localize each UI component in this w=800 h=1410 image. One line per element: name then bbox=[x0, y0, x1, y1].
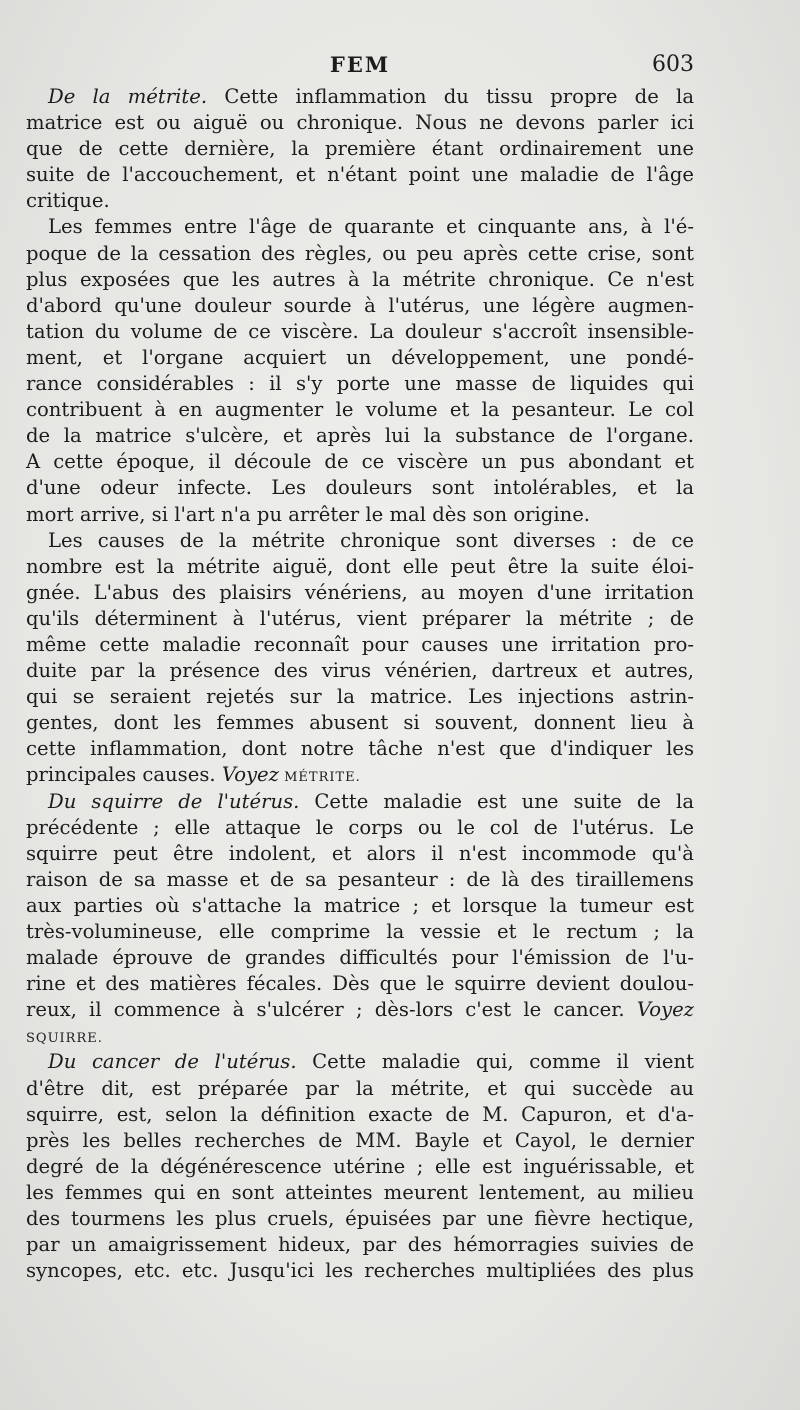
text-run: squirre peut être indolent, et alors il n'est incommode qu'à bbox=[26, 841, 694, 865]
text-line bbox=[26, 1076, 694, 1102]
text-run: très-volumineuse, elle comprime la vessie et le rectum ; la bbox=[26, 920, 694, 943]
text-run: d'abord qu'une douleur sourde à l'utérus, une légère augmen- bbox=[26, 293, 694, 317]
page-header bbox=[26, 50, 694, 80]
text-line bbox=[26, 110, 694, 136]
text-line bbox=[26, 528, 694, 554]
body-text bbox=[26, 84, 694, 1284]
text-line bbox=[26, 1180, 694, 1206]
text-run: ment, et l'organe acquiert un développement, une pondé- bbox=[26, 345, 694, 369]
running-head: FEM bbox=[329, 52, 391, 77]
text-run: d'être dit, est préparée par la métrite, et qui succède au bbox=[26, 1076, 694, 1100]
text-run: raison de sa masse et de sa pesanteur : de là des tiraillemens bbox=[26, 867, 694, 891]
text-run: de la matrice s'ulcère, et après lui la substance de l'organe. bbox=[26, 424, 694, 448]
text-line bbox=[26, 815, 694, 841]
text-run: Cette maladie est une suite de la bbox=[299, 789, 694, 813]
text-line bbox=[26, 997, 694, 1023]
text-line bbox=[26, 762, 694, 788]
text-line bbox=[26, 1128, 694, 1154]
text-run: les femmes qui en sont atteintes meurent lentement, au milieu bbox=[26, 1180, 694, 1204]
text-line bbox=[26, 1258, 694, 1284]
cross-reference: SQUIRRE. bbox=[26, 1031, 103, 1047]
text-line bbox=[26, 84, 694, 110]
text-run: qu'ils déterminent à l'utérus, vient préparer la métrite ; de bbox=[26, 606, 694, 630]
text-run: tation du volume de ce viscère. La douleur s'accroît insensible- bbox=[26, 319, 694, 343]
text-line bbox=[26, 606, 694, 632]
text-line bbox=[26, 136, 694, 162]
text-run: suite de l'accouchement, et n'étant point une maladie de l'âge bbox=[26, 163, 694, 187]
text-run: syncopes, etc. etc. Jusqu'ici les recherches multipliées des plus bbox=[26, 1259, 694, 1283]
text-line bbox=[26, 293, 694, 319]
text-line bbox=[26, 502, 694, 528]
text-run: reux, il commence à s'ulcérer ; dès-lors c'est le cancer. bbox=[26, 998, 637, 1022]
text-line bbox=[26, 188, 694, 214]
italic-run: Voyez bbox=[221, 763, 279, 787]
text-line bbox=[26, 1049, 694, 1075]
text-line bbox=[26, 893, 694, 919]
text-run: aux parties où s'attache la matrice ; et lorsque la tumeur est bbox=[26, 893, 694, 917]
text-line bbox=[26, 449, 694, 475]
text-run: plus exposées que les autres à la métrite chronique. Ce n'est bbox=[26, 267, 694, 291]
text-run: malade éprouve de grandes difficultés pour l'émission de l'u- bbox=[26, 946, 694, 970]
text-run: des tourmens les plus cruels, épuisées par une fièvre hectique, bbox=[26, 1207, 694, 1231]
text-run: nombre est la métrite aiguë, dont elle peut être la suite éloi- bbox=[26, 554, 694, 578]
text-run: contribuent à en augmenter le volume et la pesanteur. Le col bbox=[26, 398, 694, 422]
text-line bbox=[26, 841, 694, 867]
text-run: degré de la dégénérescence utérine ; elle est inguérissable, et bbox=[26, 1154, 694, 1178]
text-run: Cette maladie qui, comme il vient bbox=[296, 1050, 694, 1074]
text-line bbox=[26, 554, 694, 580]
text-line bbox=[26, 736, 694, 762]
text-line bbox=[26, 945, 694, 971]
text-run: près les belles recherches de MM. Bayle et Cayol, le dernier bbox=[26, 1128, 694, 1152]
text-line bbox=[26, 919, 694, 945]
text-line bbox=[26, 423, 694, 449]
text-line bbox=[26, 475, 694, 501]
text-run: Les femmes entre l'âge de quarante et cinquante ans, à l'é- bbox=[48, 215, 694, 239]
text-line bbox=[26, 684, 694, 710]
text-run: rance considérables : il s'y porte une masse de liquides qui bbox=[26, 372, 694, 396]
text-run: rine et des matières fécales. Dès que le squirre devient doulou- bbox=[26, 972, 694, 996]
text-line bbox=[26, 580, 694, 606]
text-run: mort arrive, si l'art n'a pu arrêter le mal dès son origine. bbox=[26, 502, 591, 526]
cross-reference: MÉTRITE. bbox=[278, 770, 361, 786]
text-line bbox=[26, 971, 694, 997]
text-run: qui se seraient rejetés sur la matrice. Les injections astrin- bbox=[26, 685, 694, 709]
text-line bbox=[26, 319, 694, 345]
text-run: squirre, est, selon la définition exacte de M. Capuron, et d'a- bbox=[26, 1102, 694, 1126]
text-run: précédente ; elle attaque le corps ou le col de l'utérus. Le bbox=[26, 815, 694, 839]
text-run: par un amaigrissement hideux, par des hémorragies suivies de bbox=[26, 1233, 694, 1257]
text-run: gnée. L'abus des plaisirs vénériens, au moyen d'une irritation bbox=[26, 580, 694, 604]
text-run: gentes, dont les femmes abusent si souvent, donnent lieu à bbox=[26, 711, 694, 735]
italic-run: De la métrite. bbox=[48, 85, 208, 108]
text-run: que de cette dernière, la première étant ordinairement une bbox=[26, 137, 694, 161]
text-line bbox=[26, 658, 694, 684]
text-line bbox=[26, 1206, 694, 1232]
page-number: 603 bbox=[652, 52, 694, 77]
text-line bbox=[26, 241, 694, 267]
text-line bbox=[26, 867, 694, 893]
text-line bbox=[26, 162, 694, 188]
text-run: duite par la présence des virus vénérien, dartreux et autres, bbox=[26, 659, 694, 683]
text-run: cette inflammation, dont notre tâche n'est que d'indiquer les bbox=[26, 737, 694, 761]
text-line bbox=[26, 1154, 694, 1180]
text-run: A cette époque, il découle de ce viscère un pus abondant et bbox=[26, 450, 694, 474]
text-run: critique. bbox=[26, 189, 110, 213]
text-line bbox=[26, 789, 694, 815]
text-line bbox=[26, 632, 694, 658]
italic-run: Du squirre de l'utérus. bbox=[48, 789, 300, 813]
text-run: poque de la cessation des règles, ou peu après cette crise, sont bbox=[26, 241, 694, 265]
text-run: principales causes. bbox=[26, 763, 222, 787]
text-line bbox=[26, 214, 694, 240]
text-run: Les causes de la métrite chronique sont diverses : de ce bbox=[48, 528, 694, 552]
italic-run: Voyez bbox=[636, 998, 694, 1022]
text-run: matrice est ou aiguë ou chronique. Nous ne devons parler ici bbox=[26, 111, 694, 135]
text-line bbox=[26, 267, 694, 293]
text-line bbox=[26, 371, 694, 397]
text-run: même cette maladie reconnaît pour causes une irritation pro- bbox=[26, 632, 694, 656]
text-line bbox=[26, 1232, 694, 1258]
text-run: d'une odeur infecte. Les douleurs sont intolérables, et la bbox=[26, 476, 694, 500]
text-run: Cette inflammation du tissu propre de la bbox=[207, 85, 694, 108]
text-line bbox=[26, 1023, 694, 1049]
text-line bbox=[26, 710, 694, 736]
text-line bbox=[26, 397, 694, 423]
text-line bbox=[26, 1102, 694, 1128]
italic-run: Du cancer de l'utérus. bbox=[48, 1050, 297, 1074]
text-line bbox=[26, 345, 694, 371]
